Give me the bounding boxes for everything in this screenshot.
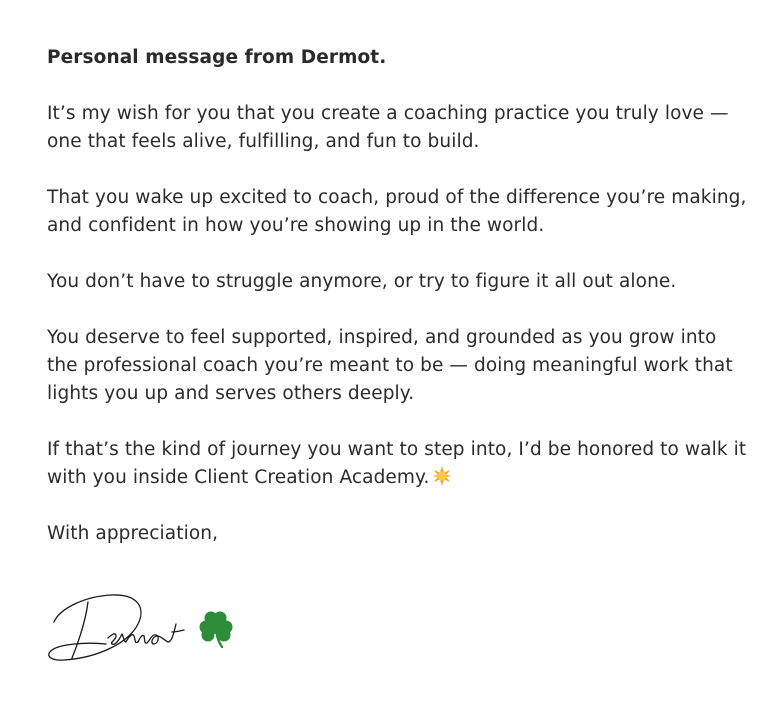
sparkle-icon [432,466,452,486]
signature-image [46,588,196,668]
paragraph-invitation [47,436,747,492]
closing-line: With appreciation, [47,523,219,544]
paragraph-deserve: You deserve to feel supported, inspired, and grounded as you grow into the professional coach you’re meant to be — doing meaningful work that lights you up and serves others deeply. [47,327,733,404]
letter [47,44,747,576]
shamrock-icon [198,608,236,648]
invitation-text: If that’s the kind of journey you want to step into, I’d be honored to walk it with you inside Client Creation Academy. [47,439,747,488]
paragraph-no-struggle: You don’t have to struggle anymore, or try to figure it all out alone. [47,271,677,292]
signature-row [46,588,346,668]
letter-heading: Personal message from Dermot. [47,47,387,68]
paragraph-wake-up: That you wake up excited to coach, proud of the difference you’re making, and confident in how you’re showing up in the world. [47,187,747,236]
paragraph-wish: It’s my wish for you that you create a coaching practice you truly love — one that feels alive, fulfilling, and fun to build. [47,103,729,152]
